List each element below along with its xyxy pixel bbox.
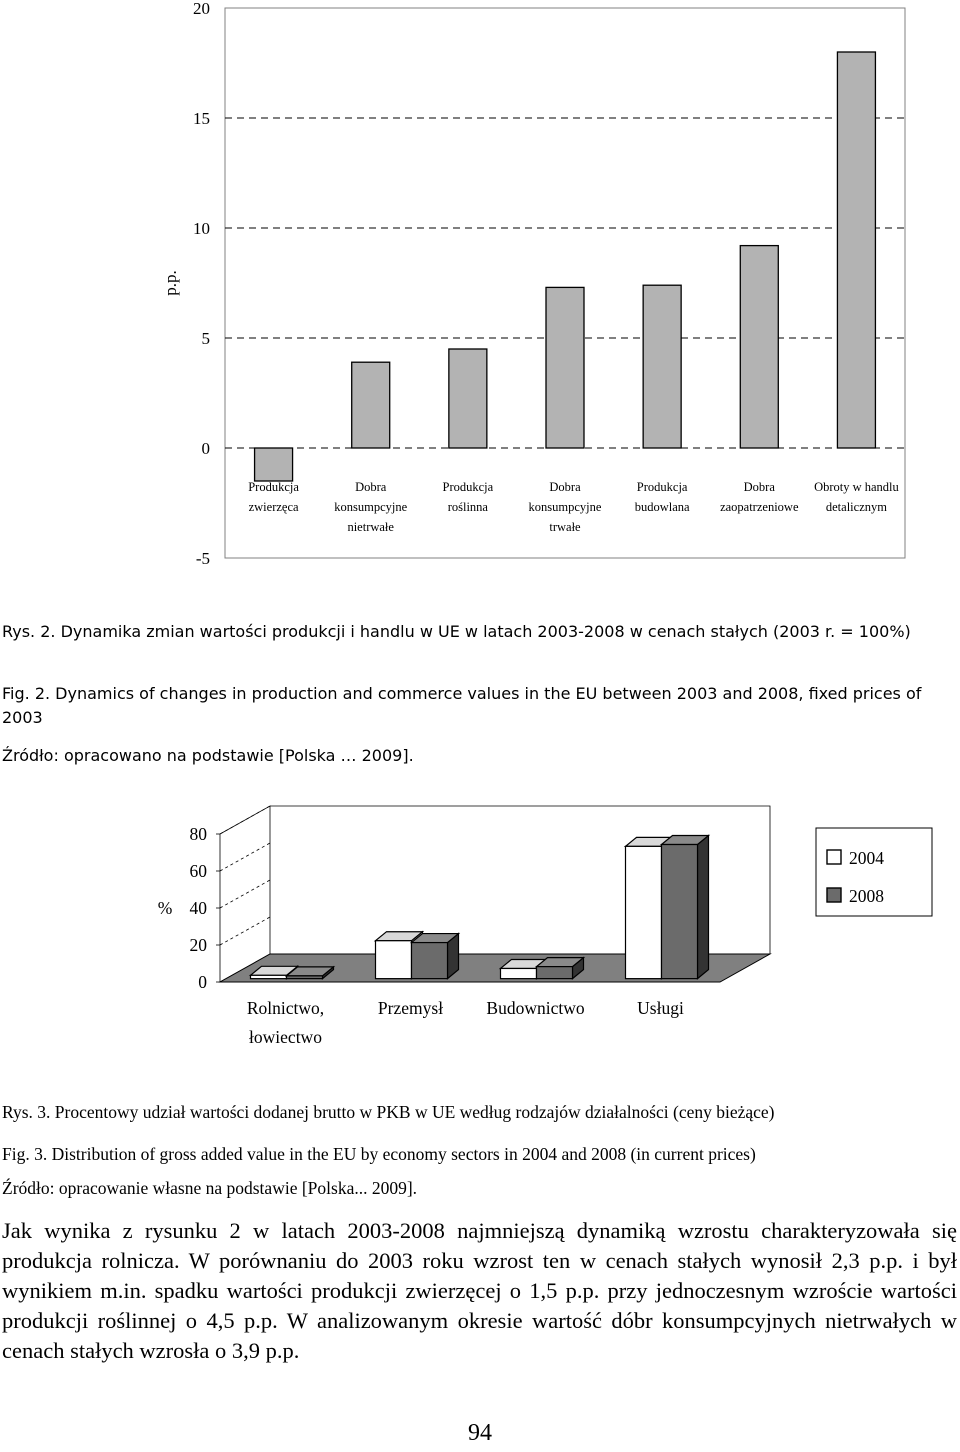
y-tick-label: 0 bbox=[198, 972, 207, 992]
figure-3-caption-pl-label: Rys. 3. bbox=[2, 1102, 51, 1122]
legend-label: 2008 bbox=[849, 886, 884, 906]
bar bbox=[837, 52, 875, 448]
legend-swatch bbox=[827, 888, 841, 902]
category-label: zwierzęca bbox=[248, 500, 299, 514]
figure-3-source: Źródło: opracowanie własne na podstawie [Polska... 2009]. bbox=[2, 1178, 418, 1198]
bar-front bbox=[287, 976, 323, 979]
category-label: Obroty w handlu bbox=[814, 480, 899, 494]
category-label: nietrwałe bbox=[347, 520, 394, 534]
category-label: Dobra bbox=[549, 480, 581, 494]
bar-front bbox=[537, 967, 573, 979]
category-label: łowiectwo bbox=[249, 1027, 322, 1047]
bar bbox=[740, 246, 778, 448]
bar-2008 bbox=[412, 934, 459, 979]
category-label: konsumpcyjne bbox=[334, 500, 408, 514]
bar-front bbox=[412, 943, 448, 979]
category-label: Produkcja bbox=[636, 480, 688, 494]
page-number: 94 bbox=[468, 1420, 492, 1446]
y-axis-label: p.p. bbox=[161, 270, 180, 296]
y-tick-label: 80 bbox=[189, 824, 207, 844]
plot-area-border bbox=[225, 8, 905, 558]
category-label: konsumpcyjne bbox=[528, 500, 602, 514]
category-label: trwałe bbox=[549, 520, 581, 534]
figure-2-caption-pl bbox=[2, 620, 958, 644]
figure-2-caption-en-label: Fig. 2. bbox=[2, 684, 51, 703]
bar bbox=[546, 287, 584, 448]
y-axis-label: % bbox=[157, 898, 173, 918]
figure-2-source: Źródło: opracowano na podstawie [Polska … 2009]. bbox=[2, 746, 414, 765]
bar-front bbox=[501, 968, 537, 978]
y-tick-label: 5 bbox=[201, 329, 210, 348]
category-label: Dobra bbox=[355, 480, 387, 494]
figure-2-caption-pl-text: Dynamika zmian wartości produkcji i handlu w UE w latach 2003-2008 w cenach stałych (2003 r. = 100%) bbox=[60, 622, 911, 641]
category-label: Rolnictwo, bbox=[246, 998, 325, 1018]
figure-2-caption-pl-label: Rys. 2. bbox=[2, 622, 56, 641]
figure-3-bar-chart bbox=[0, 800, 960, 1070]
y-tick-label: 40 bbox=[189, 898, 207, 918]
bar bbox=[643, 285, 681, 448]
figure-3-caption-pl-text: Procentowy udział wartości dodanej brutto w PKB w UE według rodzajów działalności (ceny bieżące) bbox=[54, 1102, 775, 1122]
y-tick-label: 0 bbox=[201, 439, 210, 458]
category-label: roślinna bbox=[447, 500, 488, 514]
y-tick-label: 20 bbox=[189, 935, 207, 955]
body-paragraph: Jak wynika z rysunku 2 w latach 2003-2008 najmniejszą dynamiką wzrostu charakteryzowała się produkcja rolnicza. W porównaniu do 2003 roku wzrost ten w cenach stałych wynosił 2,3 p.p. i był wynikiem m.in. spadku wartości produkcji zwierzęcej o 1,5 p.p. przy jednoczesnym wzroście wartości produkcji roślinnej o 4,5 p.p. W analizowanym okresie wartość dóbr konsumpcyjnych nietrwałych w cenach stałych wzrosła o 3,9 p.p. bbox=[2, 1218, 957, 1363]
legend-swatch bbox=[827, 850, 841, 864]
figure-2-bar-chart bbox=[0, 0, 960, 580]
category-label: budowlana bbox=[634, 500, 690, 514]
figure-2-caption-en bbox=[2, 682, 958, 730]
figure-3-caption-en-text: Distribution of gross added value in the EU by economy sectors in 2004 and 2008 (in current prices) bbox=[51, 1144, 756, 1164]
bar-front bbox=[376, 941, 412, 979]
bar bbox=[255, 448, 293, 481]
figure-3-caption-en bbox=[2, 1142, 958, 1166]
bar-side bbox=[698, 836, 709, 979]
category-label: Przemysł bbox=[377, 998, 444, 1018]
y-tick-label: 15 bbox=[193, 109, 210, 128]
figure-3-caption-en-label: Fig. 3. bbox=[2, 1144, 48, 1164]
category-label: detalicznym bbox=[825, 500, 887, 514]
category-label: Usługi bbox=[637, 998, 684, 1018]
figure-2-caption-en-text: Dynamics of changes in production and commerce values in the EU between 2003 and 2008, fixed prices of 2003 bbox=[2, 684, 922, 727]
bar-front bbox=[251, 975, 287, 978]
bar bbox=[449, 349, 487, 448]
y-tick-label: 60 bbox=[189, 861, 207, 881]
y-tick-label: -5 bbox=[195, 549, 210, 568]
bar bbox=[352, 362, 390, 448]
category-label: zaopatrzeniowe bbox=[720, 500, 799, 514]
figure-3-caption-pl bbox=[2, 1100, 958, 1124]
side-wall bbox=[220, 806, 270, 982]
category-label: Dobra bbox=[743, 480, 775, 494]
bar-2008 bbox=[537, 958, 584, 979]
category-label: Produkcja bbox=[248, 480, 299, 494]
category-label: Budownictwo bbox=[486, 998, 585, 1018]
bar-front bbox=[626, 846, 662, 978]
bar-front bbox=[662, 845, 698, 979]
y-tick-label: 20 bbox=[193, 0, 210, 18]
y-tick-label: 10 bbox=[193, 219, 210, 238]
category-label: Produkcja bbox=[442, 480, 494, 494]
legend-label: 2004 bbox=[849, 848, 884, 868]
bar-2008 bbox=[662, 836, 709, 979]
